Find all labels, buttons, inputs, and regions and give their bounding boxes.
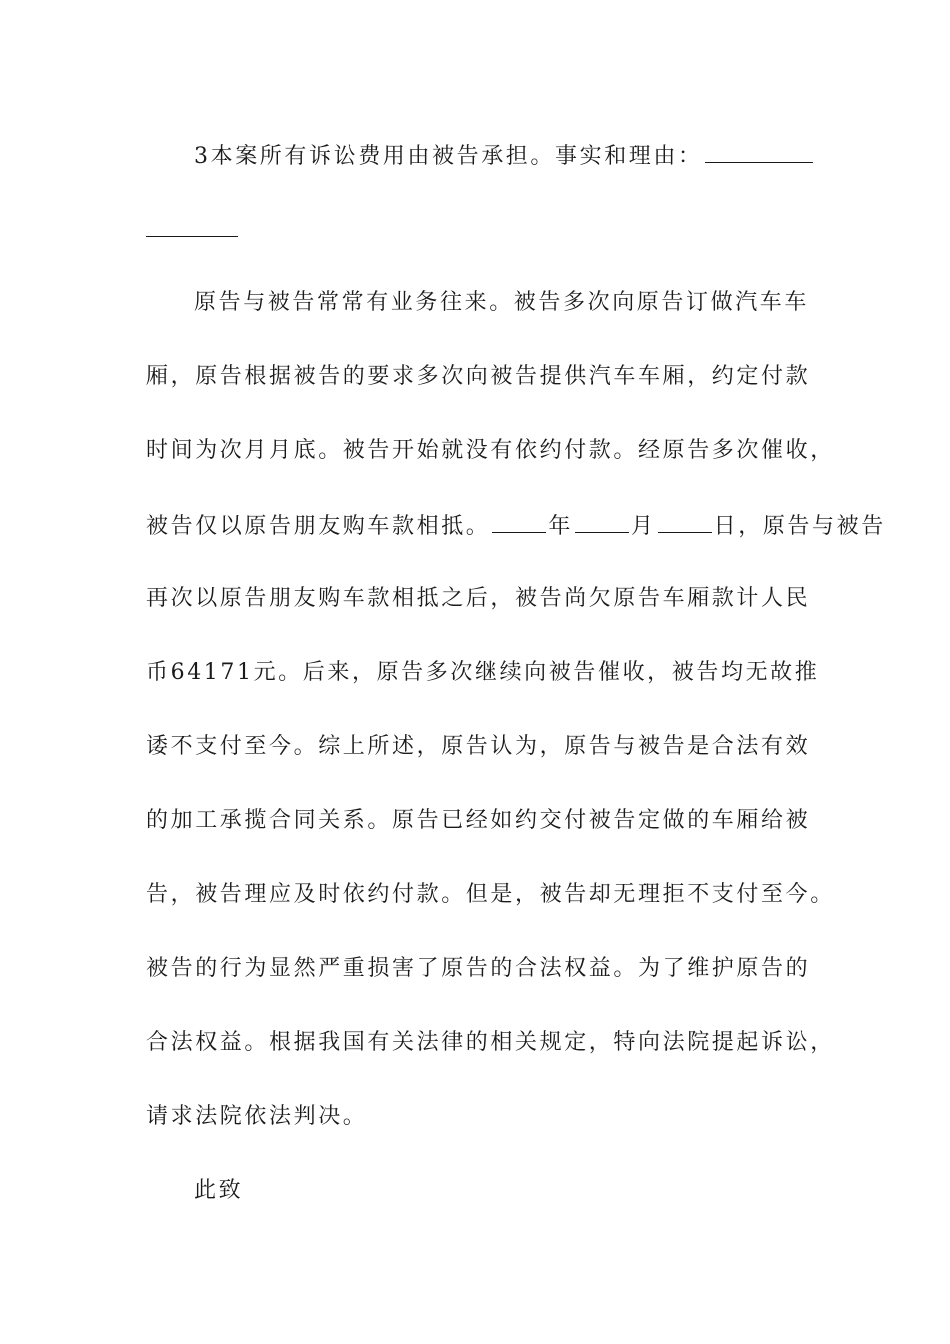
paragraph-line-12: 请求法院依法判决。 (146, 1104, 368, 1129)
paragraph-line-4-text: 被告仅以原告朋友购车款相抵。 (146, 514, 491, 539)
claim-item-3-line (194, 140, 815, 172)
closing-salutation: 此致 (194, 1178, 244, 1203)
paragraph-line-11: 合法权益。根据我国有关法律的相关规定，特向法院提起诉讼， (146, 1030, 835, 1055)
facts-blank-continuation (146, 214, 240, 246)
paragraph-line-3: 时间为次月月底。被告开始就没有依约付款。经原告多次催收， (146, 438, 835, 463)
paragraph-line-10: 被告的行为显然严重损害了原告的合法权益。为了维护原告的 (146, 956, 811, 981)
paragraph-line-4 (146, 510, 886, 542)
claim-item-3-text: 3本案所有诉讼费用由被告承担。事实和理由： (194, 144, 703, 169)
paragraph-line-5: 再次以原告朋友购车款相抵之后，被告尚欠原告车厢款计人民 (146, 586, 811, 611)
day-label-text: 日，原告与被告 (713, 514, 886, 539)
paragraph-line-7: 诿不支付至今。综上所述，原告认为，原告与被告是合法有效 (146, 734, 811, 759)
year-blank (492, 510, 546, 533)
month-blank (575, 510, 629, 533)
paragraph-line-8: 的加工承揽合同关系。原告已经如约交付被告定做的车厢给被 (146, 808, 811, 833)
paragraph-line-2: 厢，原告根据被告的要求多次向被告提供汽车车厢，约定付款 (146, 364, 811, 389)
paragraph-line-6: 币64171元。后来，原告多次继续向被告催收，被告均无故推 (146, 660, 820, 685)
paragraph-line-9: 告，被告理应及时依约付款。但是，被告却无理拒不支付至今。 (146, 882, 835, 907)
facts-blank-line (705, 140, 813, 163)
day-blank (658, 510, 712, 533)
year-label: 年 (548, 514, 574, 539)
facts-blank-line-2 (146, 214, 238, 237)
paragraph-line-1: 原告与被告常常有业务往来。被告多次向原告订做汽车车 (194, 290, 810, 315)
month-label: 月 (631, 514, 656, 539)
